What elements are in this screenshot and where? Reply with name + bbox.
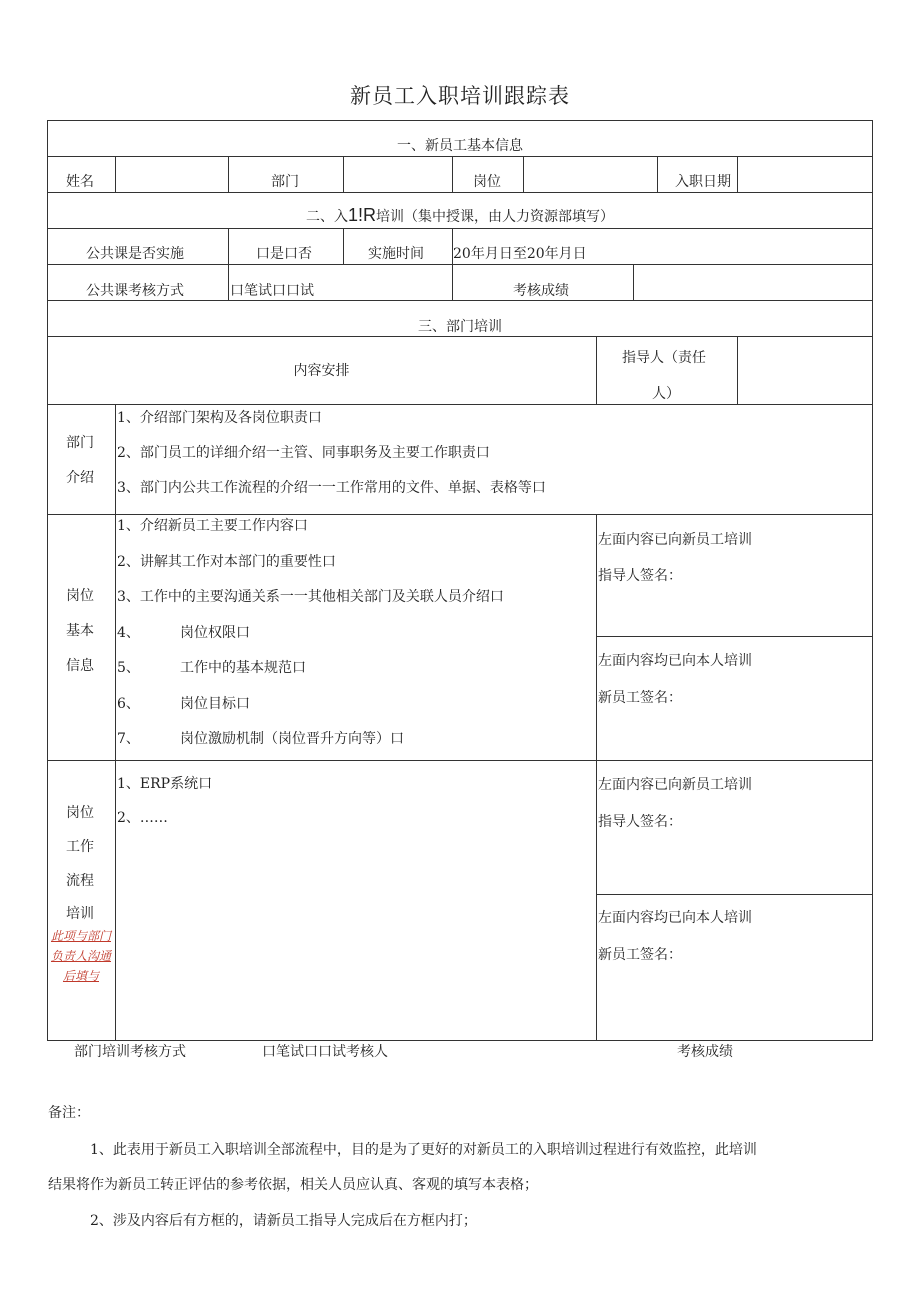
workflow-guide-signature[interactable]: 指导人签名： xyxy=(598,814,682,830)
position-label: 岗位 xyxy=(473,174,501,190)
position-info-item-text[interactable]: 岗位目标口 xyxy=(180,696,250,712)
position-info-item-text[interactable]: 工作中的基本规范口 xyxy=(180,660,306,676)
section1-heading: 一、新员工基本信息 xyxy=(397,138,523,154)
impl-time-label: 实施时间 xyxy=(368,246,424,262)
dept-intro-label-1: 部门 xyxy=(66,435,94,451)
guide-header-line1: 指导人（责任 xyxy=(622,350,706,366)
workflow-note-3: 后填与 xyxy=(62,969,99,983)
page-title: 新员工入职培训跟踪表 xyxy=(350,84,570,108)
position-info-item-num: 7、 xyxy=(117,731,140,747)
public-assess-method-checkboxes[interactable]: 口笔试口口试 xyxy=(230,283,314,299)
yes-no-checkboxes[interactable]: 口是口否 xyxy=(256,246,312,262)
public-assess-result-label: 考核成绩 xyxy=(513,283,569,299)
workflow-label-1: 岗位 xyxy=(66,805,94,821)
note-1-line1: 1、此表用于新员工入职培训全部流程中，目的是为了更好的对新员工的入职培训过程进行有效监控，此培训 xyxy=(90,1142,757,1158)
dept-intro-label-2: 介绍 xyxy=(66,470,94,486)
workflow-label-3: 流程 xyxy=(66,873,94,889)
position-info-item[interactable]: 2、讲解其工作对本部门的重要性口 xyxy=(117,554,336,570)
dept-assess-method-checkboxes[interactable]: 口笔试口口试考核人 xyxy=(262,1044,388,1060)
dept-intro-item[interactable]: 2、部门员工的详细介绍一主管、同事职务及主要工作职责口 xyxy=(117,445,490,461)
position-emp-confirm: 左面内容均已向本人培训 xyxy=(598,653,752,669)
workflow-note-2: 负责人沟通 xyxy=(50,949,111,963)
impl-time-value: 20年月日至20年月日 xyxy=(453,246,587,262)
note-1-line2: 结果将作为新员工转正评估的参考依据，相关人员应认真、客观的填写本表格； xyxy=(48,1177,538,1193)
workflow-note-1: 此项与部门 xyxy=(50,929,111,943)
workflow-guide-confirm: 左面内容已向新员工培训 xyxy=(598,777,752,793)
workflow-item[interactable]: 2、…… xyxy=(117,810,168,826)
position-info-item[interactable]: 1、介绍新员工主要工作内容口 xyxy=(117,518,308,534)
position-info-item-num: 6、 xyxy=(117,696,140,712)
workflow-emp-signature[interactable]: 新员工签名： xyxy=(598,947,682,963)
join-date-label: 入职日期 xyxy=(675,174,731,190)
position-info-label-3: 信息 xyxy=(66,658,94,674)
position-info-item-text[interactable]: 岗位权限口 xyxy=(180,625,250,641)
name-label: 姓名 xyxy=(66,174,94,190)
dept-assess-method-label: 部门培训考核方式 xyxy=(74,1044,186,1060)
section3-heading: 三、部门培训 xyxy=(418,319,502,335)
note-2: 2、涉及内容后有方框的，请新员工指导人完成后在方框内打； xyxy=(90,1213,477,1229)
workflow-label-2: 工作 xyxy=(66,839,94,855)
position-info-item-text[interactable]: 岗位激励机制（岗位晋升方向等）口 xyxy=(180,731,404,747)
dept-label: 部门 xyxy=(271,174,299,190)
dept-intro-item[interactable]: 1、介绍部门架构及各岗位职责口 xyxy=(117,410,322,426)
workflow-emp-confirm: 左面内容均已向本人培训 xyxy=(598,910,752,926)
dept-assess-result-label: 考核成绩 xyxy=(677,1044,733,1060)
content-header: 内容安排 xyxy=(293,363,350,379)
position-info-label-2: 基本 xyxy=(66,623,94,639)
position-guide-confirm: 左面内容已向新员工培训 xyxy=(598,532,752,548)
dept-intro-item[interactable]: 3、部门内公共工作流程的介绍一一工作常用的文件、单据、表格等口 xyxy=(117,480,546,496)
workflow-item[interactable]: 1、ERP系统口 xyxy=(117,776,213,792)
notes-heading: 备注： xyxy=(48,1105,90,1121)
position-emp-signature[interactable]: 新员工签名： xyxy=(598,690,682,706)
workflow-label-4: 培训 xyxy=(66,906,94,922)
guide-header-line2: 人） xyxy=(652,386,680,402)
position-info-item[interactable]: 3、工作中的主要沟通关系一一其他相关部门及关联人员介绍口 xyxy=(117,589,504,605)
position-info-item-num: 4、 xyxy=(117,625,140,641)
position-info-item-num: 5、 xyxy=(117,660,140,676)
position-info-label-1: 岗位 xyxy=(66,588,94,604)
position-guide-signature[interactable]: 指导人签名： xyxy=(598,568,682,584)
public-assess-method-label: 公共课考核方式 xyxy=(86,283,184,299)
section2-heading: 二、入1!R培训（集中授课，由人力资源部填写） xyxy=(305,205,614,225)
public-course-label: 公共课是否实施 xyxy=(86,246,184,262)
